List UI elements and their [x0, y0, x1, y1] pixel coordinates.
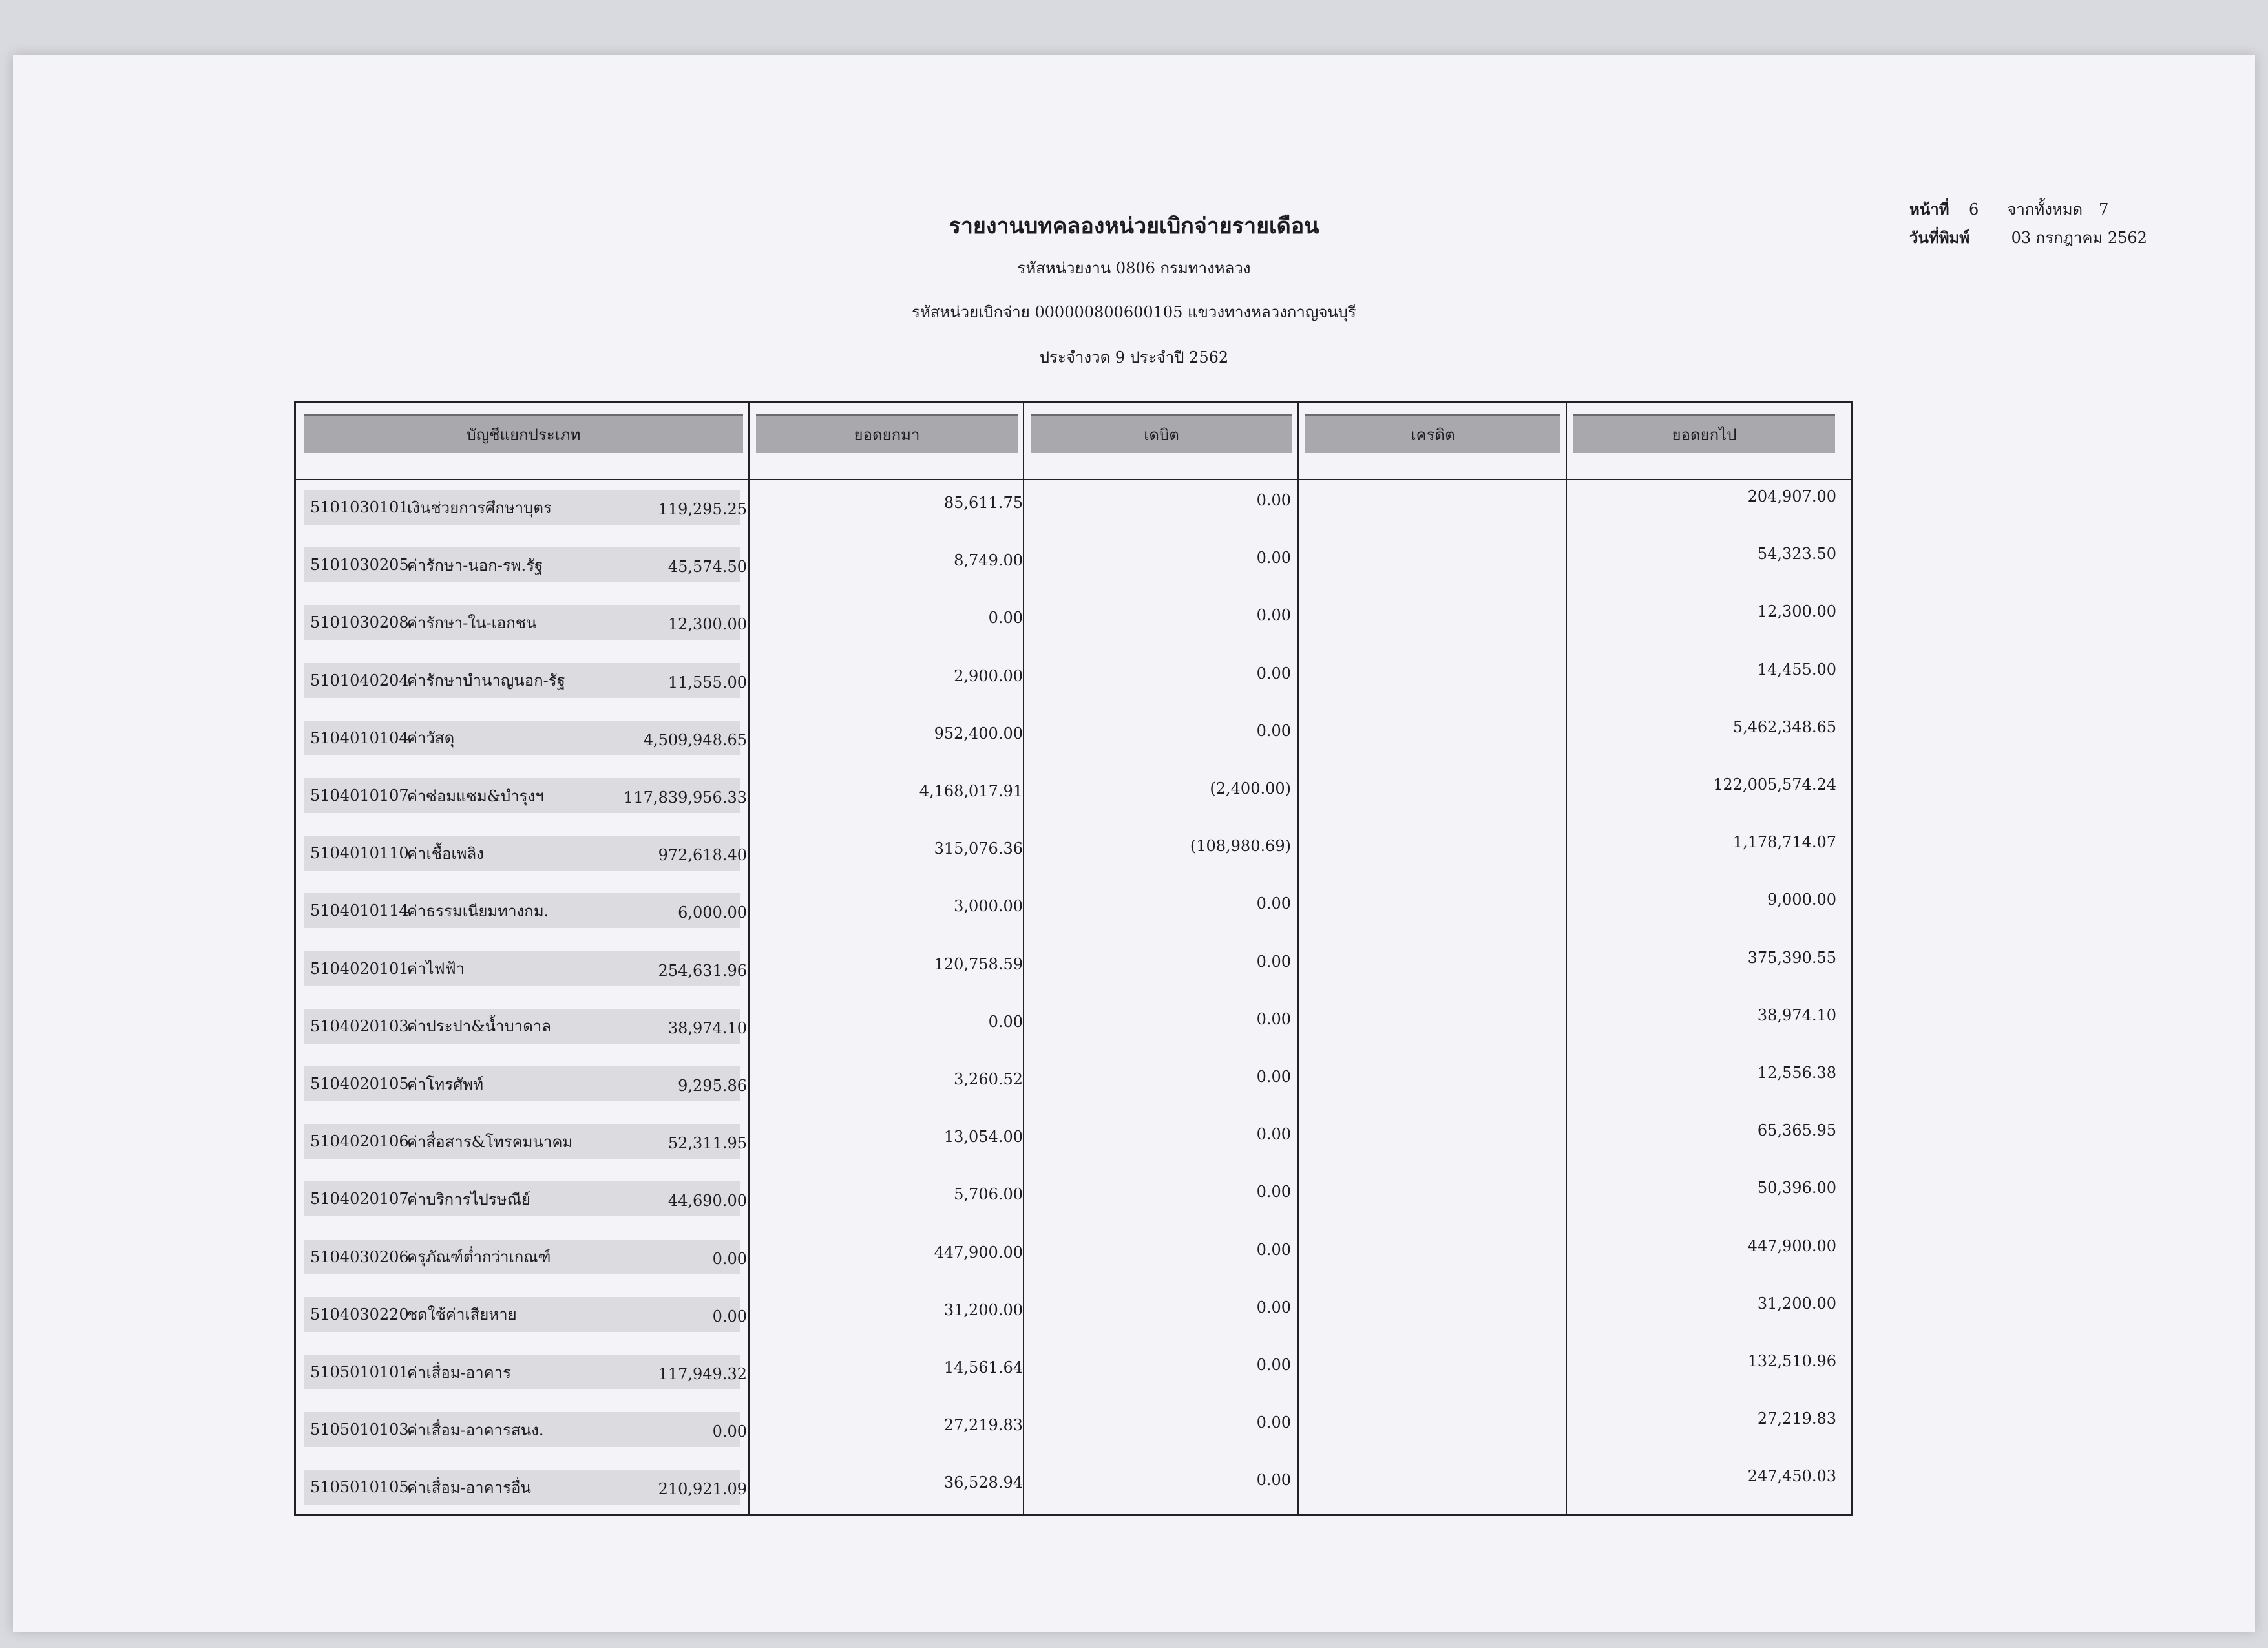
account-name: ค่าเสื่อม-อาคาร: [407, 1363, 512, 1382]
account-name: ค่าสื่อสาร&โทรคมนาคม: [407, 1132, 573, 1151]
credit-value: 0.00: [1256, 1471, 1291, 1490]
credit-value: (108,980.69): [1190, 837, 1291, 856]
table-row: [296, 829, 1853, 887]
report-period: ประจำงวด 9 ประจำปี 2562: [1039, 348, 1229, 366]
brought-forward-value: 12,300.00: [667, 615, 747, 634]
credit-value: 0.00: [1256, 549, 1291, 567]
carried-forward-value: 375,390.55: [1747, 948, 1836, 967]
carried-forward-value: 54,323.50: [1757, 545, 1836, 564]
account-name: ค่าธรรมเนียมทางกม.: [407, 902, 549, 920]
carried-forward-value: 12,300.00: [1757, 602, 1836, 621]
credit-value: 0.00: [1256, 1298, 1291, 1316]
carried-forward-value: 12,556.38: [1757, 1064, 1836, 1082]
debit-value: 27,219.83: [943, 1416, 1023, 1435]
credit-value: (2,400.00): [1210, 779, 1291, 798]
table-row: [296, 1406, 1853, 1463]
account-code: 5104030220: [310, 1305, 409, 1324]
brought-forward-value: 117,839,956.33: [624, 788, 747, 807]
credit-value: 0.00: [1256, 1125, 1291, 1144]
ledger-table: [294, 401, 1853, 1516]
account-name: ค่าซ่อมแซม&บำรุงฯ: [407, 787, 544, 805]
table-row: [296, 1002, 1853, 1060]
account-code: 5104020106: [310, 1132, 409, 1151]
credit-value: 0.00: [1256, 491, 1291, 509]
account-code: 5105010103: [310, 1421, 409, 1439]
account-name: ค่าไฟฟ้า: [407, 960, 465, 978]
print-date-line: [1909, 224, 2147, 252]
page-info: [1909, 195, 2147, 252]
account-code: 5104010114: [310, 902, 409, 920]
account-cell: [304, 1066, 740, 1101]
table-row: [296, 1060, 1853, 1117]
account-code: 5104020107: [310, 1190, 409, 1209]
carried-forward-value: 447,900.00: [1747, 1236, 1836, 1255]
carried-forward-value: 247,450.03: [1747, 1467, 1836, 1486]
credit-value: 0.00: [1256, 1183, 1291, 1201]
debit-value: 0.00: [988, 609, 1023, 628]
table-row: [296, 1463, 1853, 1521]
account-code: 5105010105: [310, 1478, 409, 1497]
print-date-label: วันที่พิมพ์: [1909, 228, 1970, 247]
table-row: [296, 541, 1853, 598]
disbursing-unit: รหัสหน่วยเบิกจ่าย 000000800600105 แขวงทางหลวงกาญจนบุรี: [912, 303, 1356, 321]
brought-forward-value: 52,311.95: [667, 1134, 747, 1153]
brought-forward-value: 6,000.00: [678, 903, 747, 922]
brought-forward-value: 119,295.25: [658, 500, 747, 518]
account-code: 5104030206: [310, 1247, 409, 1266]
header-brought-forward: ยอดยกมา: [756, 414, 1018, 453]
credit-value: 0.00: [1256, 894, 1291, 913]
brought-forward-value: 0.00: [712, 1249, 747, 1268]
table-row: [296, 1117, 1853, 1175]
carried-forward-value: 14,455.00: [1757, 660, 1836, 679]
account-code: 5104010107: [310, 787, 409, 805]
table-row: [296, 657, 1853, 714]
carried-forward-value: 27,219.83: [1757, 1410, 1836, 1428]
header-credit: เครดิต: [1305, 414, 1560, 453]
brought-forward-value: 117,949.32: [658, 1365, 747, 1383]
header-divider: [296, 479, 1851, 480]
debit-value: 3,260.52: [954, 1070, 1023, 1088]
carried-forward-value: 65,365.95: [1757, 1121, 1836, 1140]
debit-value: 13,054.00: [943, 1128, 1023, 1146]
print-date: 03 กรกฎาคม 2562: [2011, 229, 2147, 247]
table-row: [296, 483, 1853, 541]
debit-value: 447,900.00: [934, 1243, 1023, 1262]
brought-forward-value: 972,618.40: [658, 846, 747, 865]
account-code: 5104020103: [310, 1017, 409, 1035]
of-label: จากทั้งหมด: [2007, 200, 2083, 218]
account-name: ค่าเสื่อม-อาคารอื่น: [407, 1478, 531, 1497]
brought-forward-value: 4,509,948.65: [643, 730, 747, 749]
account-name: ค่ารักษา-นอก-รพ.รัฐ: [407, 556, 543, 575]
account-name: ครุภัณฑ์ต่ำกว่าเกณฑ์: [407, 1248, 551, 1267]
credit-value: 0.00: [1256, 1240, 1291, 1259]
debit-value: 5,706.00: [954, 1185, 1023, 1204]
credit-value: 0.00: [1256, 664, 1291, 682]
account-name: ค่าประปา&น้ำบาดาล: [407, 1017, 551, 1036]
carried-forward-value: 9,000.00: [1767, 891, 1836, 909]
account-cell: [304, 1297, 740, 1332]
table-row: [296, 1175, 1853, 1232]
account-code: 5104020101: [310, 959, 409, 978]
credit-value: 0.00: [1256, 952, 1291, 971]
debit-value: 14,561.64: [943, 1358, 1023, 1377]
page-number-line: [1909, 195, 2147, 224]
brought-forward-value: 44,690.00: [667, 1192, 747, 1210]
table-row: [296, 887, 1853, 944]
brought-forward-value: 210,921.09: [658, 1480, 747, 1499]
account-name: เงินช่วยการศึกษาบุตร: [407, 498, 552, 517]
page-number: 6: [1969, 200, 1979, 218]
account-cell: [304, 1412, 740, 1447]
carried-forward-value: 1,178,714.07: [1732, 833, 1836, 852]
brought-forward-value: 38,974.10: [667, 1019, 747, 1037]
account-name: ค่าเสื่อม-อาคารสนง.: [407, 1421, 544, 1439]
account-name: ค่ารักษาบำนาญนอก-รัฐ: [407, 671, 565, 690]
header-debit: เดบิต: [1031, 414, 1292, 453]
page-label: หน้าที่: [1909, 200, 1949, 218]
brought-forward-value: 11,555.00: [667, 673, 747, 692]
account-code: 5101030208: [310, 613, 409, 632]
debit-value: 0.00: [988, 1012, 1023, 1031]
credit-value: 0.00: [1256, 1413, 1291, 1432]
debit-value: 3,000.00: [954, 897, 1023, 916]
report-title: รายงานบทคลองหน่วยเบิกจ่ายรายเดือน: [949, 213, 1319, 239]
total-pages: 7: [2099, 200, 2109, 218]
debit-value: 36,528.94: [943, 1474, 1023, 1492]
carried-forward-value: 50,396.00: [1757, 1179, 1836, 1198]
debit-value: 85,611.75: [943, 494, 1023, 512]
debit-value: 952,400.00: [934, 724, 1023, 743]
credit-value: 0.00: [1256, 1356, 1291, 1374]
brought-forward-value: 254,631.96: [658, 961, 747, 980]
account-code: 5104020105: [310, 1075, 409, 1093]
debit-value: 31,200.00: [943, 1300, 1023, 1319]
brought-forward-value: 0.00: [712, 1422, 747, 1441]
debit-value: 8,749.00: [954, 551, 1023, 570]
account-name: ค่าวัสดุ: [407, 729, 455, 748]
account-code: 5105010101: [310, 1363, 409, 1381]
carried-forward-value: 132,510.96: [1747, 1352, 1836, 1370]
carried-forward-value: 204,907.00: [1747, 487, 1836, 505]
header-carried-forward: ยอดยกไป: [1573, 414, 1835, 453]
agency-code: รหัสหน่วยงาน 0806 กรมทางหลวง: [1017, 259, 1251, 277]
account-name: ค่ารักษา-ใน-เอกชน: [407, 613, 537, 632]
account-name: ค่าโทรศัพท์: [407, 1075, 484, 1093]
account-code: 5101040204: [310, 671, 409, 690]
table-row: [296, 1291, 1853, 1348]
table-row: [296, 714, 1853, 772]
account-code: 5101030205: [310, 556, 409, 575]
carried-forward-value: 5,462,348.65: [1732, 717, 1836, 736]
account-name: ค่าบริการไปรษณีย์: [407, 1190, 530, 1209]
debit-value: 315,076.36: [934, 840, 1023, 858]
account-code: 5101030101: [310, 498, 409, 516]
carried-forward-value: 31,200.00: [1757, 1294, 1836, 1313]
account-code: 5104010104: [310, 728, 409, 747]
account-name: ชดใช้ค่าเสียหาย: [407, 1305, 517, 1324]
header-account: บัญชีแยกประเภท: [304, 414, 743, 453]
table-row: [296, 1348, 1853, 1406]
credit-value: 0.00: [1256, 606, 1291, 625]
debit-value: 4,168,017.91: [919, 782, 1023, 800]
account-name: ค่าเชื้อเพลิง: [407, 844, 484, 863]
credit-value: 0.00: [1256, 721, 1291, 740]
carried-forward-value: 122,005,574.24: [1713, 776, 1836, 794]
brought-forward-value: 0.00: [712, 1307, 747, 1326]
table-row: [296, 598, 1853, 656]
debit-value: 2,900.00: [954, 666, 1023, 685]
table-row: [296, 1233, 1853, 1291]
account-code: 5104010110: [310, 844, 409, 863]
debit-value: 120,758.59: [934, 955, 1023, 973]
table-row: [296, 945, 1853, 1002]
carried-forward-value: 38,974.10: [1757, 1006, 1836, 1024]
brought-forward-value: 9,295.86: [678, 1077, 747, 1095]
brought-forward-value: 45,574.50: [667, 558, 747, 576]
account-cell: [304, 893, 740, 928]
account-cell: [304, 1240, 740, 1274]
credit-value: 0.00: [1256, 1068, 1291, 1086]
credit-value: 0.00: [1256, 1009, 1291, 1028]
table-row: [296, 772, 1853, 829]
